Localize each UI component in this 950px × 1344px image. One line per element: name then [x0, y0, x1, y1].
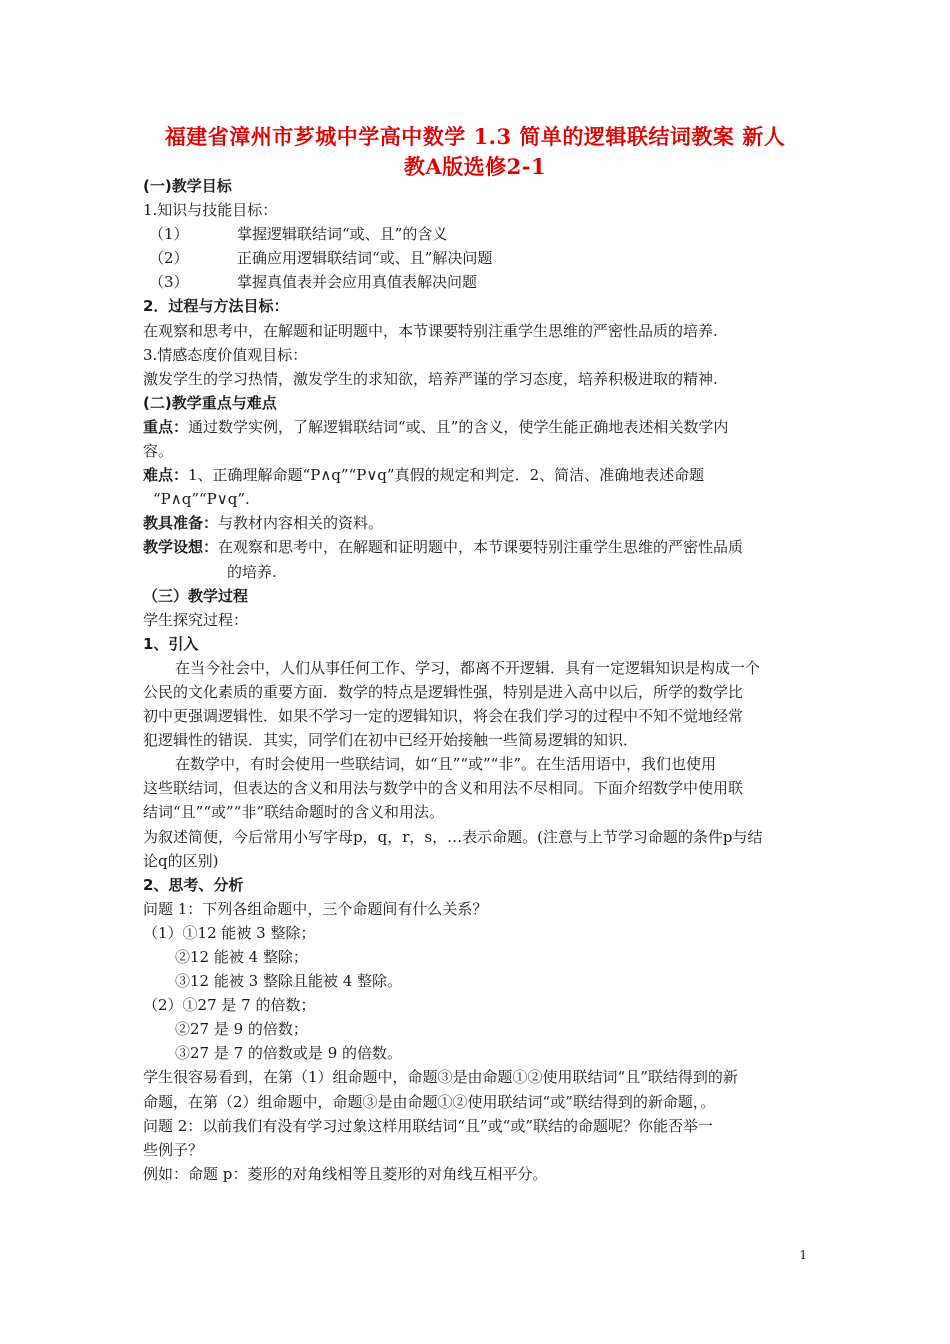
text-line: 为叙述简便，今后常用小写字母p，q，r，s，…表示命题。(注意与上节学习命题的条件p与结 [143, 827, 763, 846]
text-line: 论q的区别) [143, 851, 219, 870]
text-line [143, 415, 813, 439]
item-number: （1） [149, 225, 189, 244]
text-line: ③12 能被 3 整除且能被 4 整除。 [175, 972, 403, 991]
page-number: 1 [799, 1248, 807, 1262]
text-line: 些例子？ [143, 1140, 204, 1159]
title-line-1: 福建省漳州市芗城中学高中数学 1.3 简单的逻辑联结词教案 新人 [164, 124, 786, 149]
text-line: 学生探究过程： [143, 610, 249, 629]
label: 教学设想： [143, 538, 219, 557]
section-heading: (一)教学目标 [143, 177, 232, 195]
text: 在观察和思考中，在解题和证明题中，本节课要特别注重学生思维的严密性品质 [218, 538, 744, 557]
text-line: ③27 是 7 的倍数或是 9 的倍数。 [175, 1044, 403, 1063]
section-heading: (二)教学重点与难点 [143, 393, 277, 412]
document-title [140, 122, 810, 182]
text-line: 容。 [143, 442, 174, 461]
label: 重点： [143, 417, 189, 436]
text-line: 结词“且”“或”“非”联结命题时的含义和用法。 [143, 803, 445, 822]
item-text: 掌握逻辑联结词“或、且”的含义 [237, 225, 448, 244]
item-number: （2） [149, 249, 189, 268]
text-line: 1.知识与技能目标： [143, 201, 278, 220]
list-item [143, 270, 813, 294]
text-line: 犯逻辑性的错误．其实，同学们在初中已经开始接触一些简易逻辑的知识． [143, 731, 639, 750]
text-line: 命题，在第（2）组命题中，命题③是由命题①②使用联结词“或”联结得到的新命题，。 [143, 1092, 716, 1111]
text-line: 在观察和思考中，在解题和证明题中，本节课要特别注重学生思维的严密性品质的培养. [143, 321, 718, 340]
text-line: ②12 能被 4 整除； [175, 948, 308, 966]
title-line-2: 教A版选修2-1 [403, 154, 547, 179]
item-text: 掌握真值表并会应用真值表解决问题 [237, 273, 478, 292]
text-line: 例如：命题 p：菱形的对角线相等且菱形的对角线互相平分。 [143, 1164, 548, 1183]
text-line: “P∧q”“P∨q”. [153, 490, 250, 509]
text-line: 这些联结词，但表达的含义和用法与数学中的含义和用法不尽相同。下面介绍数学中使用联 [143, 779, 744, 798]
section-heading: 1、引入 [143, 634, 199, 653]
text-line [143, 463, 813, 487]
text-line: 的培养. [227, 562, 277, 581]
text-line: 问题 2：以前我们有没有学习过象这样用联结词“且”或“或”联结的命题呢？你能否举一 [143, 1116, 713, 1135]
section-heading: 2、思考、分析 [143, 875, 244, 894]
text-line: （1）①12 能被 3 整除； [143, 923, 316, 942]
text: 与教材内容相关的资料。 [218, 514, 384, 533]
document-body [143, 174, 813, 1186]
section-heading: （三）教学过程 [143, 586, 249, 605]
list-item [143, 246, 813, 270]
text-line: 公民的文化素质的重要方面．数学的特点是逻辑性强，特别是进入高中以后，所学的数学比 [143, 682, 744, 701]
item-number: （3） [149, 273, 189, 292]
label: 教具准备： [143, 514, 219, 533]
text: 1、正确理解命题“P∧q”“P∨q”真假的规定和判定．2、简洁、准确地表述命题 [188, 466, 705, 485]
text-line: ②27 是 9 的倍数； [175, 1020, 308, 1039]
text-line: 问题 1：下列各组命题中，三个命题间有什么关系？ [143, 899, 488, 918]
list-item [143, 222, 813, 246]
text-line [143, 511, 813, 535]
text-line: 3.情感态度价值观目标： [143, 345, 308, 364]
text: 通过数学实例，了解逻辑联结词“或、且”的含义，使学生能正确地表述相关数学内 [188, 417, 729, 436]
text-line: 在数学中，有时会使用一些联结词，如“且”“或”“非”。在生活用语中，我们也使用 [175, 755, 717, 774]
text-line: 在当今社会中，人们从事任何工作、学习，都离不开逻辑．具有一定逻辑知识是构成一个 [175, 658, 761, 677]
label: 难点： [143, 466, 189, 485]
text-line: 激发学生的学习热情，激发学生的求知欲，培养严谨的学习态度，培养积极进取的精神. [143, 369, 718, 388]
section-heading: 2．过程与方法目标： [143, 297, 289, 316]
text-line: 初中更强调逻辑性．如果不学习一定的逻辑知识，将会在我们学习的过程中不知不觉地经常 [143, 707, 744, 726]
text-line [143, 535, 813, 559]
text-line: （2）①27 是 7 的倍数； [143, 996, 316, 1015]
item-text: 正确应用逻辑联结词“或、且”解决问题 [237, 249, 493, 268]
text-line: 学生很容易看到，在第（1）组命题中，命题③是由命题①②使用联结词“且”联结得到的新 [143, 1068, 738, 1087]
